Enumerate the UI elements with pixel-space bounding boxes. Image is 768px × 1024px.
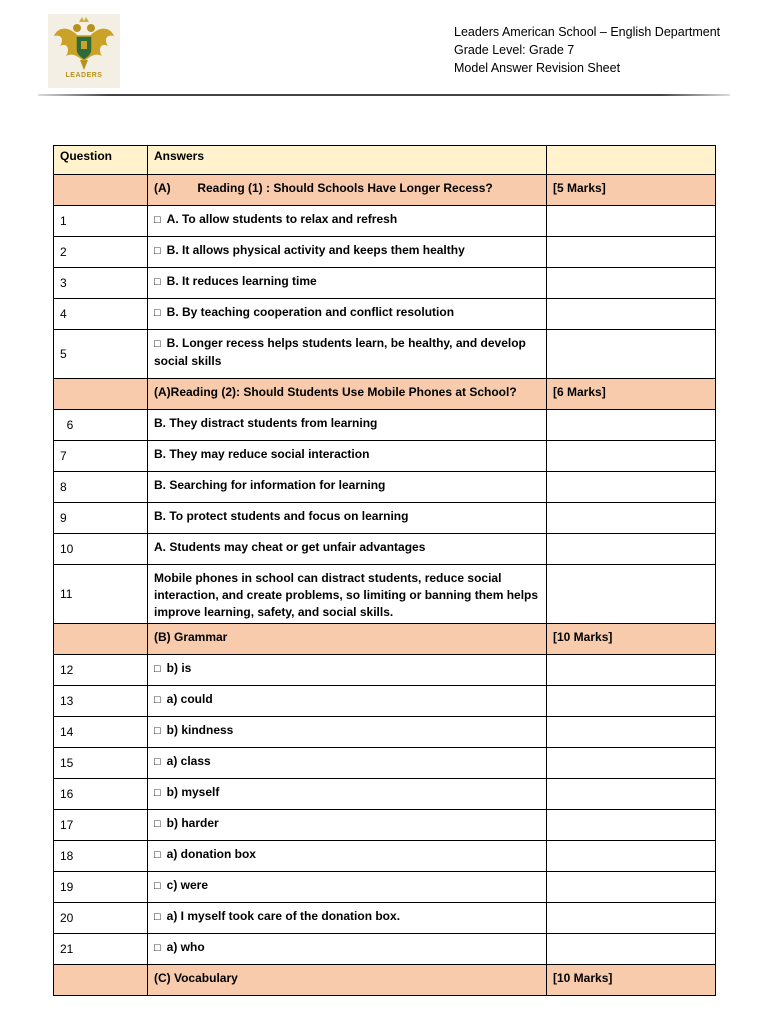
table-row xyxy=(54,903,716,934)
table-row xyxy=(54,206,716,237)
table-row xyxy=(54,810,716,841)
table-row xyxy=(54,748,716,779)
question-number: 1 xyxy=(54,206,148,237)
question-number xyxy=(54,624,148,655)
answer-text: b) is xyxy=(166,661,192,675)
marks-cell xyxy=(547,534,716,565)
answer-text: a) donation box xyxy=(166,847,256,861)
answer-text: B. It allows physical activity and keeps them healthy xyxy=(166,243,465,257)
section-title xyxy=(148,379,547,410)
marks-cell xyxy=(547,841,716,872)
question-number: 12 xyxy=(54,655,148,686)
table-row xyxy=(54,841,716,872)
answer-cell xyxy=(148,779,547,810)
question-number: 14 xyxy=(54,717,148,748)
question-number: 15 xyxy=(54,748,148,779)
answer-cell xyxy=(148,903,547,934)
answer-cell xyxy=(148,534,547,565)
answer-text: B. To protect students and focus on learning xyxy=(154,509,409,523)
answer-cell xyxy=(148,810,547,841)
marks-cell xyxy=(547,330,716,379)
answer-text: B. They may reduce social interaction xyxy=(154,447,370,461)
section-marks: [5 Marks] xyxy=(547,175,716,206)
answer-cell xyxy=(148,237,547,268)
marks-cell xyxy=(547,717,716,748)
column-header-marks xyxy=(547,146,716,175)
table-header-row xyxy=(54,146,716,175)
answer-text: b) myself xyxy=(166,785,220,799)
table-row xyxy=(54,503,716,534)
table-row xyxy=(54,330,716,379)
section-label: (A)Reading (2): Should Students Use Mobile Phones at School? xyxy=(154,385,517,399)
table-row xyxy=(54,237,716,268)
question-number: 10 xyxy=(54,534,148,565)
question-number: 13 xyxy=(54,686,148,717)
answer-cell xyxy=(148,410,547,441)
answer-text: B. Searching for information for learning xyxy=(154,478,386,492)
question-number: 5 xyxy=(54,330,148,379)
answer-cell xyxy=(148,299,547,330)
question-number: 17 xyxy=(54,810,148,841)
checkbox-glyph-icon: □ xyxy=(154,942,161,954)
checkbox-glyph-icon: □ xyxy=(154,663,161,675)
answer-text: a) who xyxy=(166,940,205,954)
question-number: 7 xyxy=(54,441,148,472)
sheet-title: Model Answer Revision Sheet xyxy=(454,61,621,75)
marks-cell xyxy=(547,441,716,472)
document-header xyxy=(454,23,720,77)
answer-cell xyxy=(148,717,547,748)
checkbox-glyph-icon: □ xyxy=(154,849,161,861)
checkbox-glyph-icon: □ xyxy=(154,245,161,257)
header-divider xyxy=(38,94,730,96)
question-number: 4 xyxy=(54,299,148,330)
marks-cell xyxy=(547,655,716,686)
section-row xyxy=(54,624,716,655)
answer-cell xyxy=(148,206,547,237)
answer-text: A. Students may cheat or get unfair advantages xyxy=(154,540,426,554)
question-number: 9 xyxy=(54,503,148,534)
checkbox-glyph-icon: □ xyxy=(154,787,161,799)
answer-text: c) were xyxy=(166,878,209,892)
checkbox-glyph-icon: □ xyxy=(154,694,161,706)
section-label: (A) Reading (1) : Should Schools Have Longer Recess? xyxy=(154,181,493,195)
section-marks: [10 Marks] xyxy=(547,965,716,996)
marks-cell xyxy=(547,503,716,534)
table-row xyxy=(54,934,716,965)
question-number xyxy=(54,175,148,206)
table-row xyxy=(54,655,716,686)
question-number: 8 xyxy=(54,472,148,503)
marks-cell xyxy=(547,748,716,779)
marks-cell xyxy=(547,206,716,237)
answer-cell xyxy=(148,748,547,779)
question-number: 11 xyxy=(54,565,148,624)
answer-text: b) harder xyxy=(166,816,219,830)
section-marks: [6 Marks] xyxy=(547,379,716,410)
checkbox-glyph-icon: □ xyxy=(154,911,161,923)
answer-text: A. To allow students to relax and refresh xyxy=(166,212,398,226)
answer-cell xyxy=(148,472,547,503)
marks-cell xyxy=(547,268,716,299)
checkbox-glyph-icon: □ xyxy=(154,214,161,226)
question-number: 3 xyxy=(54,268,148,299)
question-number xyxy=(54,965,148,996)
answer-cell xyxy=(148,686,547,717)
answer-cell xyxy=(148,565,547,624)
answer-cell xyxy=(148,655,547,686)
table-row xyxy=(54,299,716,330)
answer-text: a) I myself took care of the donation box. xyxy=(166,909,401,923)
school-name: Leaders American School – English Department xyxy=(454,25,721,39)
marks-cell xyxy=(547,565,716,624)
column-header-answers: Answers xyxy=(148,146,547,175)
checkbox-glyph-icon: □ xyxy=(154,756,161,768)
table-row xyxy=(54,472,716,503)
table-row xyxy=(54,268,716,299)
marks-cell xyxy=(547,934,716,965)
answer-text: a) class xyxy=(166,754,211,768)
marks-cell xyxy=(547,299,716,330)
answer-table xyxy=(53,145,716,996)
table-row xyxy=(54,565,716,624)
question-number: 2 xyxy=(54,237,148,268)
section-label: (B) Grammar xyxy=(154,630,228,644)
answer-text: B. They distract students from learning xyxy=(154,416,378,430)
checkbox-glyph-icon: □ xyxy=(154,307,161,319)
section-marks: [10 Marks] xyxy=(547,624,716,655)
answer-text: b) kindness xyxy=(166,723,234,737)
marks-cell xyxy=(547,872,716,903)
table-row xyxy=(54,410,716,441)
answer-text: a) could xyxy=(166,692,213,706)
answer-cell xyxy=(148,330,547,379)
marks-cell xyxy=(547,686,716,717)
section-title xyxy=(148,965,547,996)
checkbox-glyph-icon: □ xyxy=(154,818,161,830)
question-number: 18 xyxy=(54,841,148,872)
grade-level: Grade Level: Grade 7 xyxy=(454,43,575,57)
question-number: 19 xyxy=(54,872,148,903)
table-row xyxy=(54,717,716,748)
marks-cell xyxy=(547,237,716,268)
section-title xyxy=(148,624,547,655)
section-label: (C) Vocabulary xyxy=(154,971,238,985)
table-row xyxy=(54,534,716,565)
answer-cell xyxy=(148,872,547,903)
question-number xyxy=(54,379,148,410)
checkbox-glyph-icon: □ xyxy=(154,725,161,737)
table-row xyxy=(54,686,716,717)
section-row xyxy=(54,379,716,410)
answer-cell xyxy=(148,841,547,872)
checkbox-glyph-icon: □ xyxy=(154,338,161,350)
logo-text: LEADERS xyxy=(65,72,103,79)
table-row xyxy=(54,779,716,810)
marks-cell xyxy=(547,903,716,934)
column-header-question: Question xyxy=(54,146,148,175)
section-row xyxy=(54,965,716,996)
marks-cell xyxy=(547,779,716,810)
section-row xyxy=(54,175,716,206)
question-number: 6 xyxy=(54,410,148,441)
question-number: 20 xyxy=(54,903,148,934)
marks-cell xyxy=(547,472,716,503)
question-number: 16 xyxy=(54,779,148,810)
table-row xyxy=(54,441,716,472)
answer-cell xyxy=(148,441,547,472)
school-logo xyxy=(48,14,120,88)
checkbox-glyph-icon: □ xyxy=(154,880,161,892)
answer-cell xyxy=(148,934,547,965)
answer-text: B. By teaching cooperation and conflict resolution xyxy=(166,305,455,319)
answer-text: B. It reduces learning time xyxy=(166,274,317,288)
marks-cell xyxy=(547,810,716,841)
answer-text: Mobile phones in school can distract students, reduce social interaction, and create problems, so limiting or banning them helps improve learning, safety, and social skills. xyxy=(154,571,542,619)
table-row xyxy=(54,872,716,903)
question-number: 21 xyxy=(54,934,148,965)
answer-cell xyxy=(148,268,547,299)
marks-cell xyxy=(547,410,716,441)
section-title xyxy=(148,175,547,206)
answer-cell xyxy=(148,503,547,534)
answer-text: B. Longer recess helps students learn, be healthy, and develop social skills xyxy=(154,336,530,368)
checkbox-glyph-icon: □ xyxy=(154,276,161,288)
